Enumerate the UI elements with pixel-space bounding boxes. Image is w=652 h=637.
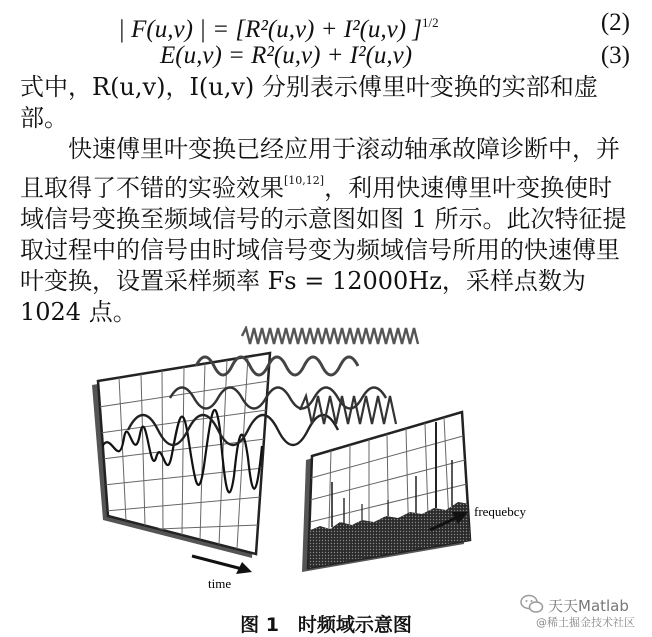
frequency-domain-panel	[302, 412, 470, 572]
paragraph-2-text-a: 快速傅里叶变换已经应用于滚动轴承故障诊断中，并且取得了不错的实验效果	[20, 135, 620, 202]
watermark-sub: @稀土掘金技术社区	[536, 616, 635, 629]
wechat-icon	[520, 594, 544, 614]
equation-3	[0, 41, 652, 71]
time-arrow	[192, 556, 252, 574]
paragraph-2	[20, 134, 634, 328]
paragraph-1: 式中，R(u,v)，I(u,v) 分别表示傅里叶变换的实部和虚部。	[20, 73, 598, 132]
equation-2	[0, 8, 652, 43]
figure-illustration	[0, 326, 652, 632]
paragraph-2-text-b: ，利用快速傅里叶变换使时域信号变换至频域信号的示意图如图 1 所示。此次特征提取过程中的信号由时域信号变为频域信号所用的快速傅里叶变换，设置采样频率 Fs = 12000Hz，采样点数为 1024 点。	[20, 174, 627, 326]
time-label: time	[208, 576, 232, 591]
equation-3-number: (3)	[600, 42, 630, 69]
watermark-name: 天天Matlab	[548, 597, 629, 615]
equation-2-number: (2)	[600, 9, 630, 36]
frequency-label: frequebcy	[474, 504, 526, 519]
figure-caption: 图 1 时频域示意图	[240, 614, 412, 636]
equation-3-text: E(u,v) = R²(u,v) + I²(u,v)	[160, 42, 413, 69]
equation-2-exponent: 1/2	[422, 15, 439, 30]
citation-ref: [10,12]	[284, 174, 325, 187]
time-domain-panel	[92, 353, 270, 558]
time-frequency-figure	[0, 326, 652, 632]
equation-2-text: | F(u,v) | = [R²(u,v) + I²(u,v) ]	[118, 16, 423, 43]
wave-high-freq	[242, 328, 418, 344]
